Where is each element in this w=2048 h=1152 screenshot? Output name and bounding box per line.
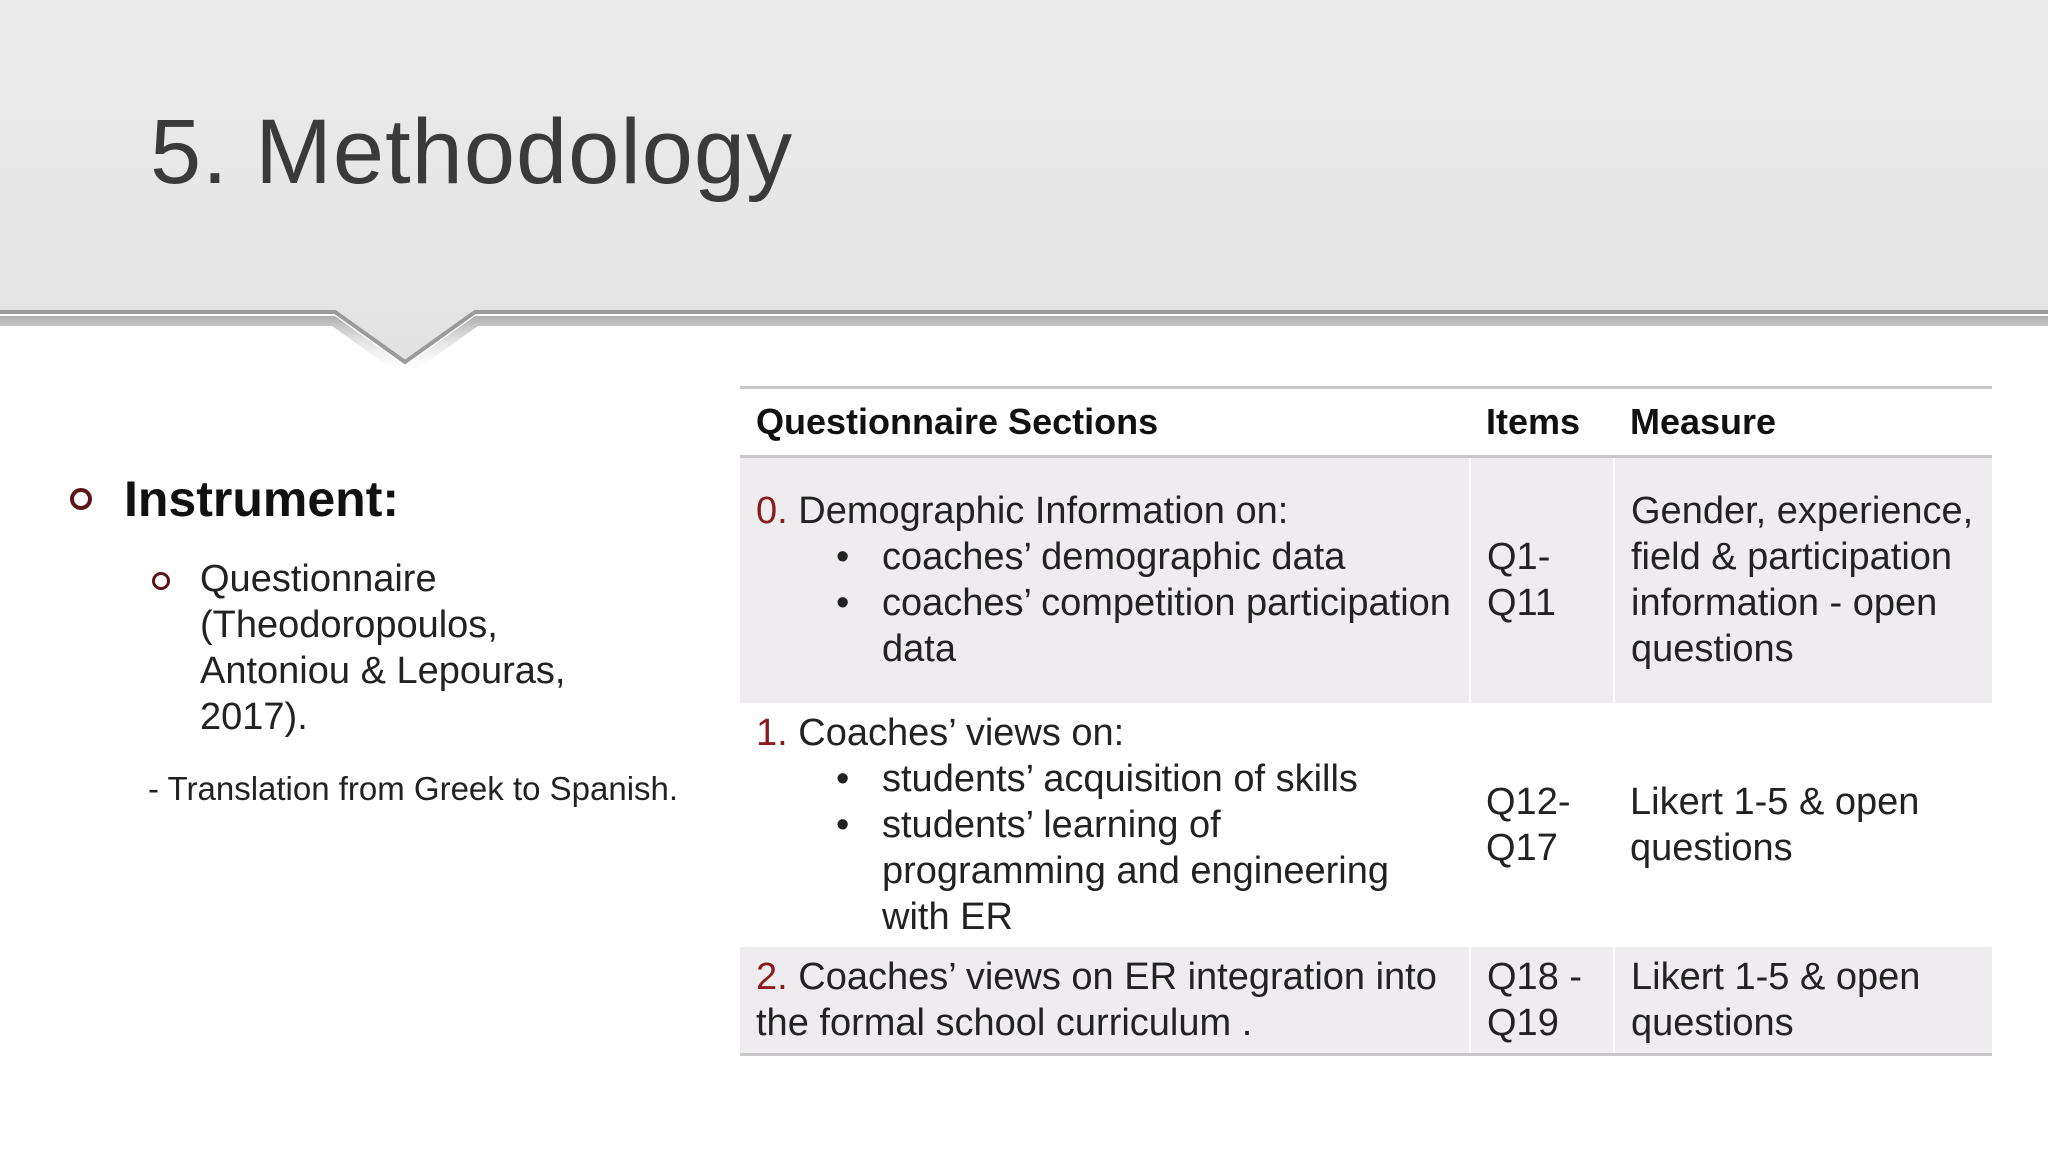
measure-cell: Gender, experience, field & participation information - open questions [1614,457,1992,703]
table-row [740,703,1992,947]
measure-cell: Likert 1-5 & open questions [1630,780,1920,869]
section-bullets [756,756,1454,940]
questionnaire-table [740,386,1992,1056]
section-cell [740,703,1470,947]
section-number: 0. [756,490,788,533]
questionnaire-bullet [152,556,690,740]
section-number: 2. [756,955,788,998]
items-cell: Q1- Q11 [1470,457,1614,703]
instrument-label: Instrument: [124,471,399,527]
section-number: 1. [756,711,788,754]
section-heading: Coaches’ views on ER integration into the formal school curriculum . [756,955,1437,1044]
bullet-dot-icon: • [836,536,850,579]
section-cell [740,457,1470,703]
bullet-dot-icon: • [836,582,850,625]
list-item: • coaches’ competition participation data [836,582,1451,671]
header-measure: Measure [1614,388,1992,457]
bullet-dot-icon: • [836,803,850,846]
list-item: • students’ learning of programming and engineering with ER [836,803,1389,938]
measure-cell: Likert 1-5 & open questions [1614,947,1992,1055]
instrument-bullet [70,470,690,528]
list-item: • coaches’ demographic data [836,536,1346,579]
questionnaire-text: Questionnaire (Theodoropoulos, Antoniou & Lepouras, 2017). [200,558,566,738]
header-band [0,0,2048,370]
instrument-block [70,470,690,810]
items-cell: Q12- Q17 [1486,780,1571,869]
header-sections: Questionnaire Sections [740,388,1470,457]
ring-bullet-icon [70,488,92,510]
translation-note: - Translation from Greek to Spanish. [148,770,679,807]
table-header-row [740,388,1992,457]
ring-bullet-small-icon [152,572,170,590]
items-cell: Q18 - Q19 [1470,947,1614,1055]
table-row [740,457,1992,703]
header-items: Items [1470,388,1614,457]
section-cell [740,947,1470,1055]
bullet-dot-icon: • [836,757,850,800]
page-title: 5. Methodology [150,101,794,203]
section-heading: Demographic Information on: [798,490,1289,533]
section-heading: Coaches’ views on: [798,711,1125,754]
table-row [740,947,1992,1055]
list-item: • students’ acquisition of skills [836,757,1358,800]
section-bullets [756,534,1453,672]
